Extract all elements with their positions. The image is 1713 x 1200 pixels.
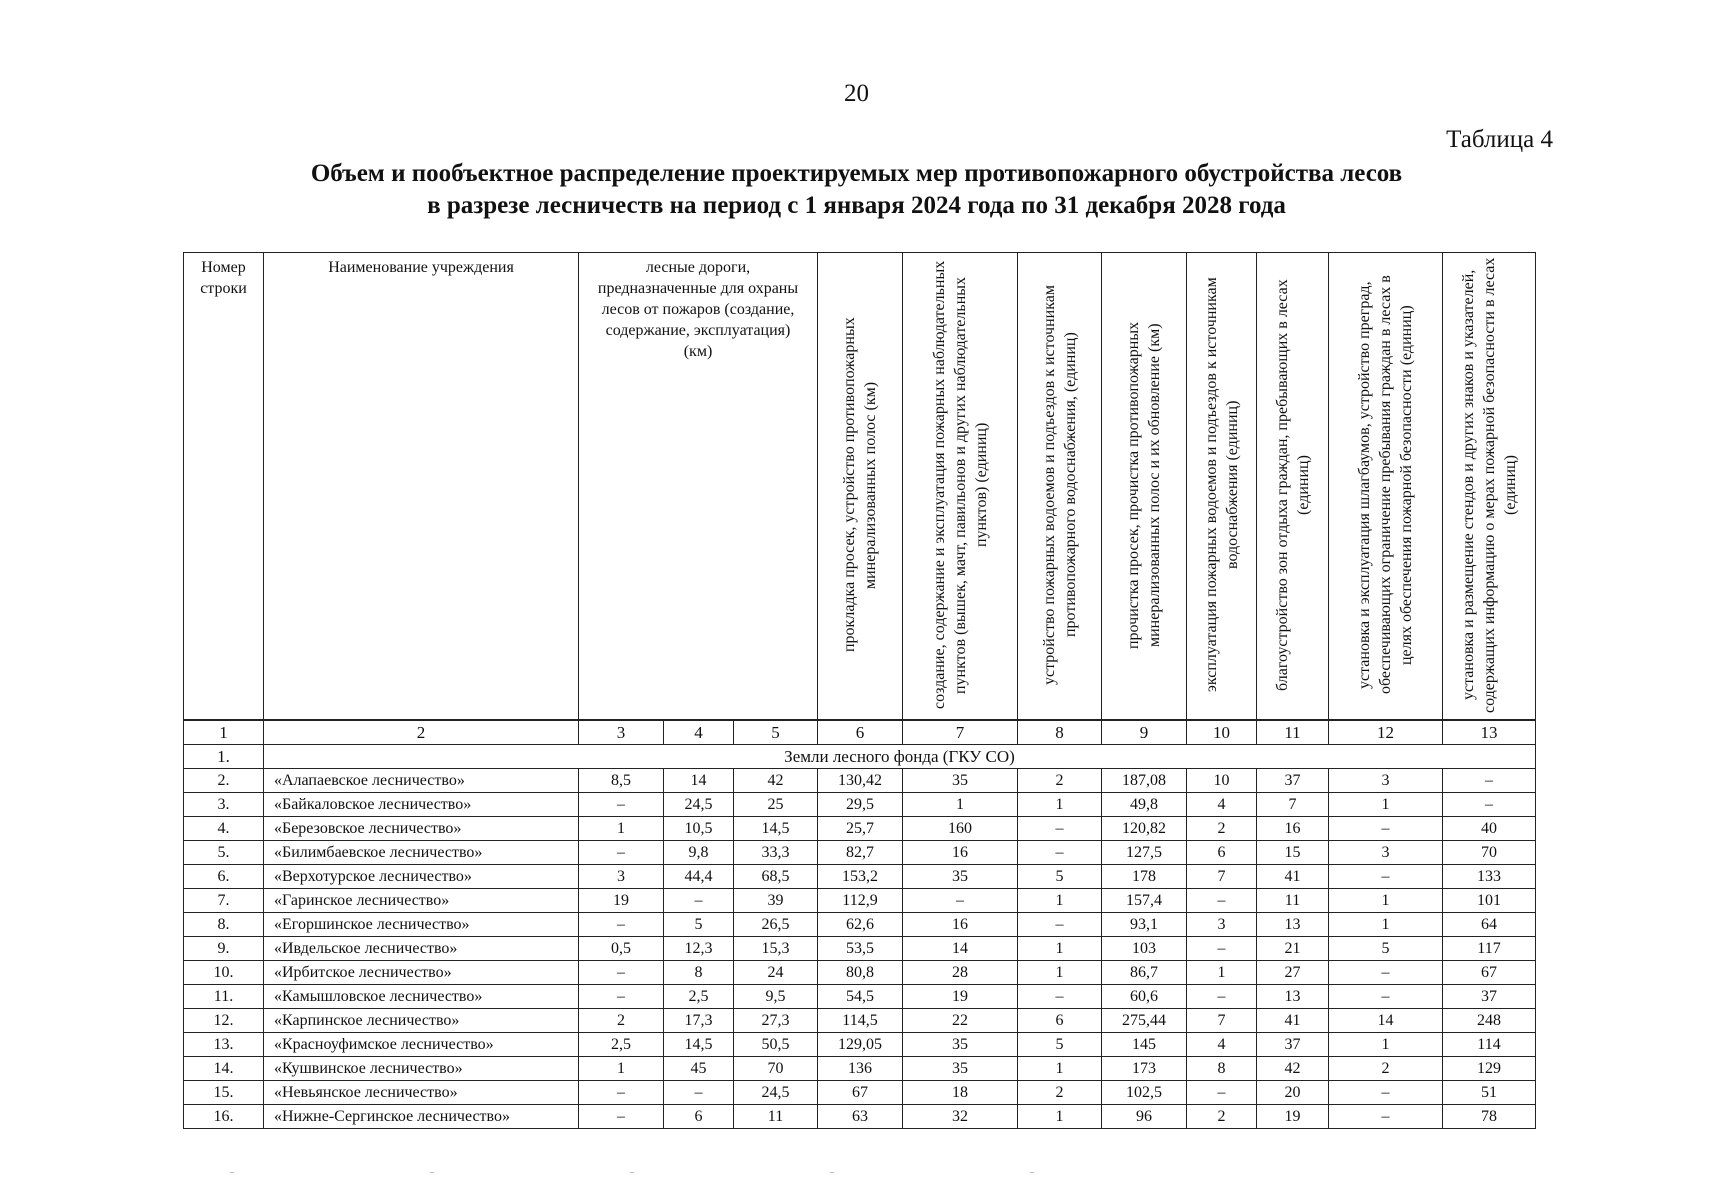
institution-name: «Верхотурское лесничество» — [264, 865, 579, 889]
table-row — [184, 1057, 1536, 1081]
document-title — [0, 158, 1713, 222]
row-number: 6. — [184, 865, 264, 889]
column-number: 12 — [1329, 721, 1443, 745]
cell-c7: 160 — [903, 817, 1018, 841]
cell-c5: 33,3 — [734, 841, 818, 865]
row-number: 11. — [184, 985, 264, 1009]
row-number: 4. — [184, 817, 264, 841]
cell-c7: 32 — [903, 1105, 1018, 1129]
cell-c12: – — [1329, 865, 1443, 889]
cell-c3: – — [579, 1105, 664, 1129]
cell-c10: – — [1187, 937, 1257, 961]
table-row — [184, 1105, 1536, 1129]
cell-c8: 5 — [1018, 865, 1102, 889]
row-number: 8. — [184, 913, 264, 937]
cell-c10: 4 — [1187, 793, 1257, 817]
row-number: 10. — [184, 961, 264, 985]
cell-c4: 12,3 — [664, 937, 734, 961]
cell-c13: 101 — [1443, 889, 1536, 913]
cell-c11: 21 — [1257, 937, 1329, 961]
cell-c8: 1 — [1018, 1057, 1102, 1081]
cell-c4: 14 — [664, 769, 734, 793]
cell-c6: 25,7 — [818, 817, 903, 841]
cell-c13: – — [1443, 793, 1536, 817]
cell-c11: 37 — [1257, 769, 1329, 793]
cell-c11: 41 — [1257, 1009, 1329, 1033]
institution-name: «Гаринское лесничество» — [264, 889, 579, 913]
institution-name: «Камышловское лесничество» — [264, 985, 579, 1009]
cell-c3: 8,5 — [579, 769, 664, 793]
institution-name: «Ирбитское лесничество» — [264, 961, 579, 985]
column-number: 11 — [1257, 721, 1329, 745]
header-row-number: Номер строки — [184, 253, 264, 720]
header-col-12: установка и эксплуатация шлагбаумов, устройство преград, обеспечивающих ограничение пребывания граждан в лесах в целях обеспечения пожарной безопасности (единиц) — [1329, 253, 1443, 720]
header-col-9: прочистка просек, прочистка противопожарных минерализованных полос и их обновление (км) — [1102, 253, 1187, 720]
cell-c6: 53,5 — [818, 937, 903, 961]
scan-artifact — [430, 1172, 434, 1173]
cell-c11: 11 — [1257, 889, 1329, 913]
cell-c9: 120,82 — [1102, 817, 1187, 841]
title-line-2: в разрезе лесничеств на период с 1 января 2024 года по 31 декабря 2028 года — [427, 192, 1286, 219]
scan-artifact — [1030, 1172, 1034, 1173]
cell-c5: 11 — [734, 1105, 818, 1129]
cell-c7: 14 — [903, 937, 1018, 961]
cell-c10: 10 — [1187, 769, 1257, 793]
table-row — [184, 1081, 1536, 1105]
scan-artifact — [630, 1172, 634, 1173]
cell-c10: – — [1187, 985, 1257, 1009]
section-number: 1. — [184, 745, 264, 769]
cell-c10: 2 — [1187, 1105, 1257, 1129]
cell-c7: 35 — [903, 1033, 1018, 1057]
cell-c6: 63 — [818, 1105, 903, 1129]
cell-c13: 37 — [1443, 985, 1536, 1009]
cell-c6: 80,8 — [818, 961, 903, 985]
cell-c6: 129,05 — [818, 1033, 903, 1057]
cell-c7: 22 — [903, 1009, 1018, 1033]
cell-c11: 13 — [1257, 985, 1329, 1009]
cell-c5: 24,5 — [734, 1081, 818, 1105]
cell-c9: 49,8 — [1102, 793, 1187, 817]
column-number: 4 — [664, 721, 734, 745]
cell-c5: 42 — [734, 769, 818, 793]
cell-c7: 28 — [903, 961, 1018, 985]
cell-c9: 173 — [1102, 1057, 1187, 1081]
cell-c9: 93,1 — [1102, 913, 1187, 937]
cell-c6: 62,6 — [818, 913, 903, 937]
cell-c11: 41 — [1257, 865, 1329, 889]
cell-c10: 7 — [1187, 865, 1257, 889]
row-number: 12. — [184, 1009, 264, 1033]
cell-c8: 1 — [1018, 793, 1102, 817]
institution-name: «Карпинское лесничество» — [264, 1009, 579, 1033]
table-row — [184, 889, 1536, 913]
column-number-row — [184, 721, 1536, 745]
institution-name: «Егоршинское лесничество» — [264, 913, 579, 937]
institution-name: «Березовское лесничество» — [264, 817, 579, 841]
table-row — [184, 937, 1536, 961]
table-row — [184, 1033, 1536, 1057]
institution-name: «Невьянское лесничество» — [264, 1081, 579, 1105]
cell-c5: 24 — [734, 961, 818, 985]
table-row — [184, 865, 1536, 889]
cell-c6: 136 — [818, 1057, 903, 1081]
header-col-8: устройство пожарных водоемов и подъездов к источникам противопожарного водоснабжения, (единиц) — [1018, 253, 1102, 720]
cell-c4: 5 — [664, 913, 734, 937]
cell-c4: 6 — [664, 1105, 734, 1129]
cell-c11: 13 — [1257, 913, 1329, 937]
table-row — [184, 841, 1536, 865]
cell-c3: 2,5 — [579, 1033, 664, 1057]
cell-c9: 187,08 — [1102, 769, 1187, 793]
cell-c8: 2 — [1018, 1081, 1102, 1105]
table-row — [184, 961, 1536, 985]
cell-c4: 17,3 — [664, 1009, 734, 1033]
cell-c12: 3 — [1329, 769, 1443, 793]
column-number: 3 — [579, 721, 664, 745]
cell-c7: – — [903, 889, 1018, 913]
cell-c8: – — [1018, 841, 1102, 865]
cell-c4: 44,4 — [664, 865, 734, 889]
table-header — [183, 252, 1536, 720]
row-number: 3. — [184, 793, 264, 817]
row-number: 7. — [184, 889, 264, 913]
cell-c13: 51 — [1443, 1081, 1536, 1105]
cell-c7: 35 — [903, 769, 1018, 793]
row-number: 13. — [184, 1033, 264, 1057]
cell-c3: 1 — [579, 817, 664, 841]
cell-c9: 145 — [1102, 1033, 1187, 1057]
table-row — [184, 985, 1536, 1009]
column-number: 2 — [264, 721, 579, 745]
cell-c11: 42 — [1257, 1057, 1329, 1081]
table-row — [184, 913, 1536, 937]
cell-c13: 40 — [1443, 817, 1536, 841]
cell-c10: 3 — [1187, 913, 1257, 937]
row-number: 15. — [184, 1081, 264, 1105]
row-number: 16. — [184, 1105, 264, 1129]
institution-name: «Красноуфимское лесничество» — [264, 1033, 579, 1057]
cell-c6: 112,9 — [818, 889, 903, 913]
cell-c13: 114 — [1443, 1033, 1536, 1057]
column-number: 10 — [1187, 721, 1257, 745]
cell-c7: 19 — [903, 985, 1018, 1009]
cell-c12: 14 — [1329, 1009, 1443, 1033]
cell-c10: – — [1187, 889, 1257, 913]
cell-c10: 1 — [1187, 961, 1257, 985]
cell-c8: – — [1018, 985, 1102, 1009]
cell-c8: 2 — [1018, 769, 1102, 793]
cell-c5: 27,3 — [734, 1009, 818, 1033]
cell-c13: 67 — [1443, 961, 1536, 985]
cell-c4: 9,8 — [664, 841, 734, 865]
cell-c6: 67 — [818, 1081, 903, 1105]
cell-c3: – — [579, 985, 664, 1009]
header-forest-roads: лесные дороги, предназначенные для охраны лесов от пожаров (создание, содержание, эксплуатация) (км) — [579, 253, 818, 720]
header-col-11: благоустройство зон отдыха граждан, пребывающих в лесах (единиц) — [1257, 253, 1329, 720]
table-row — [184, 817, 1536, 841]
cell-c8: 1 — [1018, 961, 1102, 985]
row-number: 5. — [184, 841, 264, 865]
table-row — [184, 793, 1536, 817]
cell-c5: 26,5 — [734, 913, 818, 937]
section-label: Земли лесного фонда (ГКУ СО) — [264, 745, 1536, 769]
cell-c9: 60,6 — [1102, 985, 1187, 1009]
cell-c8: 1 — [1018, 889, 1102, 913]
cell-c9: 96 — [1102, 1105, 1187, 1129]
column-number: 6 — [818, 721, 903, 745]
row-number: 9. — [184, 937, 264, 961]
cell-c12: 5 — [1329, 937, 1443, 961]
cell-c9: 103 — [1102, 937, 1187, 961]
row-number: 14. — [184, 1057, 264, 1081]
column-number: 7 — [903, 721, 1018, 745]
cell-c5: 50,5 — [734, 1033, 818, 1057]
cell-c3: – — [579, 793, 664, 817]
row-number: 2. — [184, 769, 264, 793]
cell-c12: 1 — [1329, 793, 1443, 817]
cell-c4: 45 — [664, 1057, 734, 1081]
header-col-13: установка и размещение стендов и других знаков и указателей, содержащих информацию о мерах пожарной безопасности в лесах (единиц) — [1443, 253, 1536, 720]
cell-c7: 35 — [903, 865, 1018, 889]
cell-c4: 2,5 — [664, 985, 734, 1009]
column-number: 1 — [184, 721, 264, 745]
cell-c12: – — [1329, 1081, 1443, 1105]
institution-name: «Ивдельское лесничество» — [264, 937, 579, 961]
cell-c12: 1 — [1329, 913, 1443, 937]
cell-c5: 68,5 — [734, 865, 818, 889]
cell-c7: 18 — [903, 1081, 1018, 1105]
header-col-7: создание, содержание и эксплуатация пожарных наблюдательных пунктов (вышек, мачт, павильонов и других наблюдательных пунктов) (единиц) — [903, 253, 1018, 720]
cell-c13: 248 — [1443, 1009, 1536, 1033]
cell-c5: 15,3 — [734, 937, 818, 961]
institution-name: «Нижне-Сергинское лесничество» — [264, 1105, 579, 1129]
institution-name: «Билимбаевское лесничество» — [264, 841, 579, 865]
cell-c9: 157,4 — [1102, 889, 1187, 913]
cell-c9: 275,44 — [1102, 1009, 1187, 1033]
section-row — [184, 745, 1536, 769]
cell-c3: 2 — [579, 1009, 664, 1033]
cell-c13: 129 — [1443, 1057, 1536, 1081]
cell-c8: – — [1018, 913, 1102, 937]
institution-name: «Алапаевское лесничество» — [264, 769, 579, 793]
cell-c10: 7 — [1187, 1009, 1257, 1033]
title-line-1: Объем и пообъектное распределение проектируемых мер противопожарного обустройства лесов — [310, 160, 1403, 187]
cell-c8: 5 — [1018, 1033, 1102, 1057]
header-col-10: эксплуатация пожарных водоемов и подъездов к источникам водоснабжения (единиц) — [1187, 253, 1257, 720]
cell-c11: 27 — [1257, 961, 1329, 985]
table-row — [184, 769, 1536, 793]
scan-artifact — [230, 1172, 234, 1173]
cell-c3: – — [579, 913, 664, 937]
cell-c10: 2 — [1187, 817, 1257, 841]
cell-c8: – — [1018, 817, 1102, 841]
cell-c10: 8 — [1187, 1057, 1257, 1081]
cell-c13: 117 — [1443, 937, 1536, 961]
cell-c7: 16 — [903, 841, 1018, 865]
cell-c6: 29,5 — [818, 793, 903, 817]
cell-c5: 9,5 — [734, 985, 818, 1009]
page-number: 20 — [844, 80, 869, 107]
cell-c11: 19 — [1257, 1105, 1329, 1129]
column-number: 13 — [1443, 721, 1536, 745]
table-label: Таблица 4 — [1446, 126, 1553, 153]
cell-c4: 14,5 — [664, 1033, 734, 1057]
cell-c4: 10,5 — [664, 817, 734, 841]
cell-c5: 25 — [734, 793, 818, 817]
cell-c6: 54,5 — [818, 985, 903, 1009]
cell-c9: 127,5 — [1102, 841, 1187, 865]
cell-c12: – — [1329, 817, 1443, 841]
cell-c11: 16 — [1257, 817, 1329, 841]
table-row — [184, 1009, 1536, 1033]
cell-c5: 14,5 — [734, 817, 818, 841]
cell-c4: – — [664, 889, 734, 913]
cell-c11: 15 — [1257, 841, 1329, 865]
cell-c6: 130,42 — [818, 769, 903, 793]
column-number: 5 — [734, 721, 818, 745]
cell-c12: 3 — [1329, 841, 1443, 865]
cell-c12: – — [1329, 985, 1443, 1009]
cell-c10: 4 — [1187, 1033, 1257, 1057]
scan-artifact — [830, 1172, 834, 1173]
cell-c13: 70 — [1443, 841, 1536, 865]
cell-c7: 16 — [903, 913, 1018, 937]
column-number: 8 — [1018, 721, 1102, 745]
cell-c4: 24,5 — [664, 793, 734, 817]
cell-c13: 64 — [1443, 913, 1536, 937]
cell-c13: 78 — [1443, 1105, 1536, 1129]
cell-c12: 1 — [1329, 889, 1443, 913]
cell-c4: 8 — [664, 961, 734, 985]
cell-c11: 37 — [1257, 1033, 1329, 1057]
cell-c12: 2 — [1329, 1057, 1443, 1081]
cell-c6: 114,5 — [818, 1009, 903, 1033]
cell-c3: 1 — [579, 1057, 664, 1081]
cell-c3: 3 — [579, 865, 664, 889]
cell-c3: – — [579, 841, 664, 865]
cell-c6: 153,2 — [818, 865, 903, 889]
cell-c11: 20 — [1257, 1081, 1329, 1105]
column-number: 9 — [1102, 721, 1187, 745]
institution-name: «Байкаловское лесничество» — [264, 793, 579, 817]
cell-c3: 0,5 — [579, 937, 664, 961]
header-institution: Наименование учреждения — [264, 253, 579, 720]
cell-c10: 6 — [1187, 841, 1257, 865]
cell-c12: – — [1329, 961, 1443, 985]
cell-c9: 102,5 — [1102, 1081, 1187, 1105]
cell-c12: 1 — [1329, 1033, 1443, 1057]
cell-c7: 1 — [903, 793, 1018, 817]
cell-c8: 6 — [1018, 1009, 1102, 1033]
cell-c4: – — [664, 1081, 734, 1105]
cell-c8: 1 — [1018, 937, 1102, 961]
data-table — [183, 720, 1536, 1129]
cell-c11: 7 — [1257, 793, 1329, 817]
cell-c3: – — [579, 1081, 664, 1105]
cell-c3: – — [579, 961, 664, 985]
cell-c10: – — [1187, 1081, 1257, 1105]
cell-c13: 133 — [1443, 865, 1536, 889]
cell-c6: 82,7 — [818, 841, 903, 865]
institution-name: «Кушвинское лесничество» — [264, 1057, 579, 1081]
cell-c8: 1 — [1018, 1105, 1102, 1129]
cell-c12: – — [1329, 1105, 1443, 1129]
cell-c9: 178 — [1102, 865, 1187, 889]
cell-c7: 35 — [903, 1057, 1018, 1081]
header-col-6: прокладка просек, устройство противопожарных минерализованных полос (км) — [818, 253, 903, 720]
cell-c5: 70 — [734, 1057, 818, 1081]
cell-c5: 39 — [734, 889, 818, 913]
cell-c9: 86,7 — [1102, 961, 1187, 985]
cell-c3: 19 — [579, 889, 664, 913]
cell-c13: – — [1443, 769, 1536, 793]
